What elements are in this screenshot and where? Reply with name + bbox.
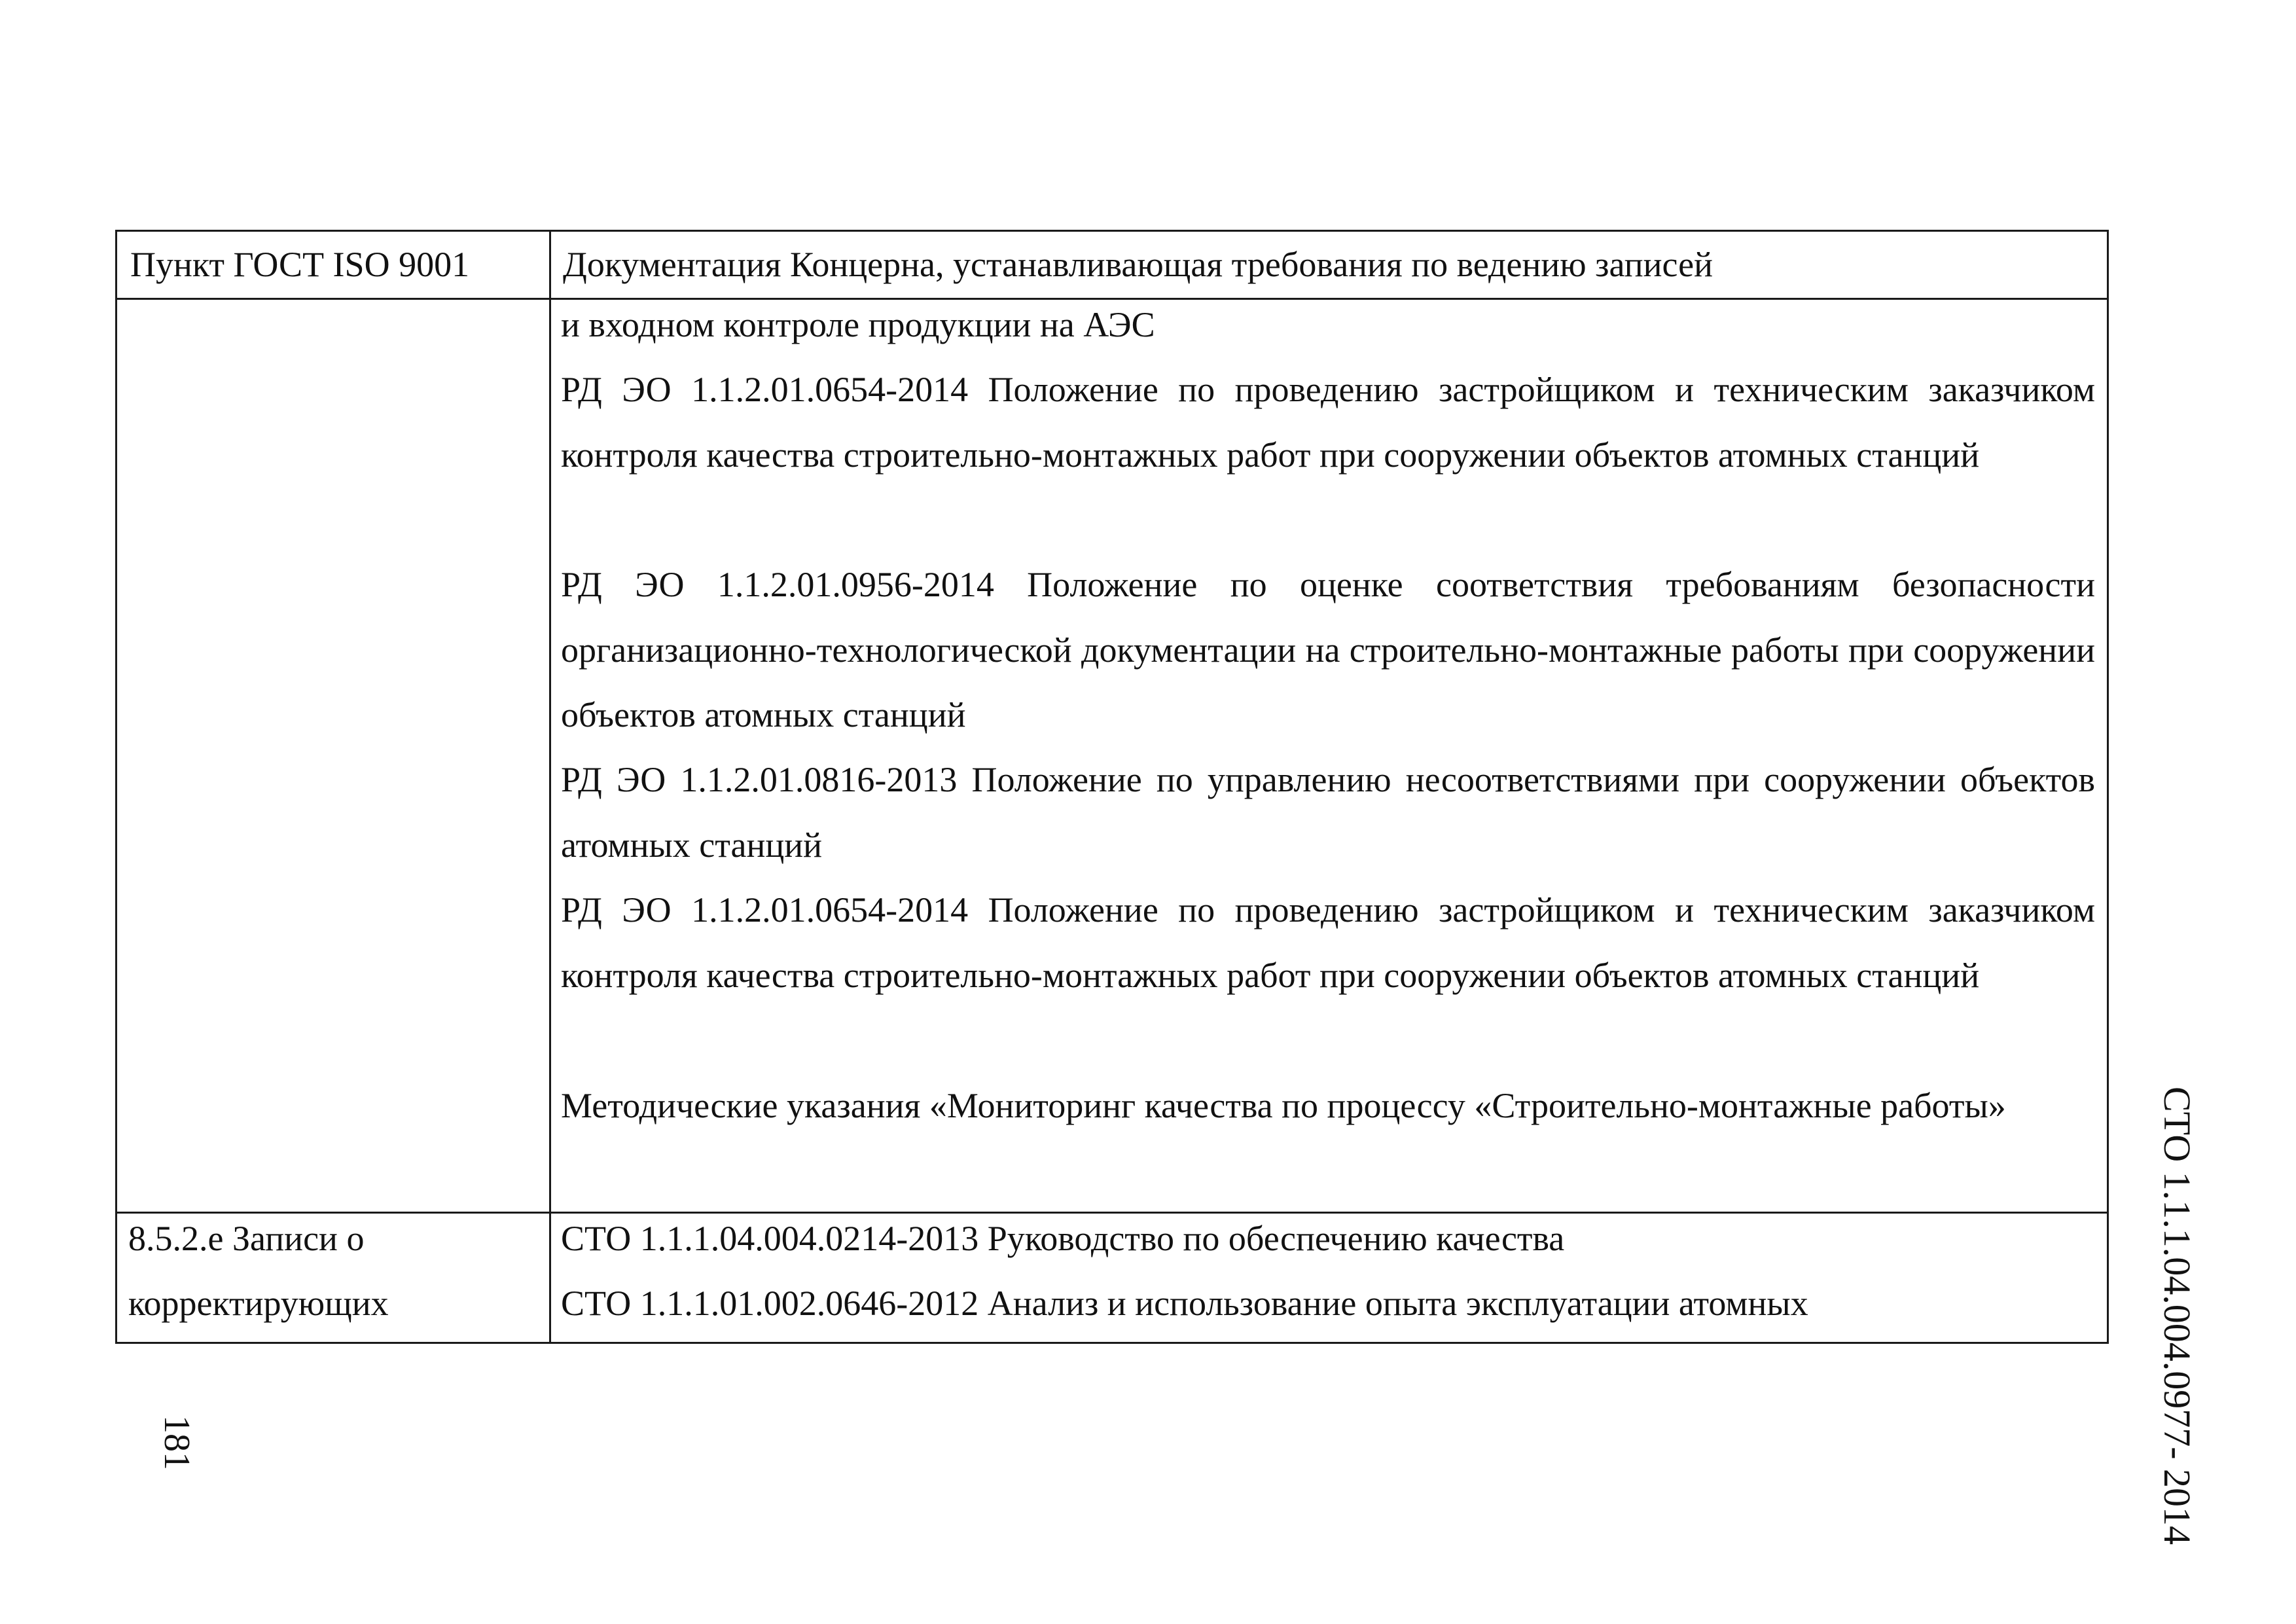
sto-0646-line: СТО 1.1.1.01.002.0646-2012 Анализ и использование опыта эксплуатации атомных — [561, 1284, 1808, 1323]
paragraph-rd-eo-0654-a: РД ЭО 1.1.2.01.0654-2014 Положение по проведению застройщиком и техническим заказчиком контроля качества строительно-монтажных работ при сооружении объектов атомных станций — [561, 370, 2095, 475]
paragraph-rd-eo-0816: РД ЭО 1.1.2.01.0816-2013 Положение по управлению несоответствиями при сооружении объектов атомных станций — [561, 760, 2095, 865]
sto-0214-line: СТО 1.1.1.04.004.0214-2013 Руководство по обеспечению качества — [561, 1219, 1565, 1258]
clause-8-5-2-e-line1: 8.5.2.е Записи о — [128, 1219, 365, 1258]
column-divider — [549, 232, 551, 1342]
header-gost-clause: Пункт ГОСТ ISO 9001 — [130, 245, 470, 284]
header-concern-documentation: Документация Концерна, устанавливающая требования по ведению записей — [563, 245, 1713, 284]
paragraph-rd-eo-0956: РД ЭО 1.1.2.01.0956-2014 Положение по оценке соответствия требованиям безопасности организационно-технологической документации на строительно-монтажные работы при сооружении объектов атомных станций — [561, 565, 2095, 734]
document-code: СТО 1.1.1.04.004.0977- 2014 — [2156, 1087, 2198, 1545]
paragraph-rd-eo-0654-b: РД ЭО 1.1.2.01.0654-2014 Положение по проведению застройщиком и техническим заказчиком контроля качества строительно-монтажных работ при сооружении объектов атомных станций — [561, 890, 2095, 995]
page-number: 181 — [156, 1415, 197, 1470]
paragraph-methodical-guidelines: Методические указания «Мониторинг качества по процессу «Строительно-монтажные работы» — [561, 1086, 2006, 1125]
row-divider — [117, 1212, 2107, 1214]
clause-8-5-2-e-line2: корректирующих — [128, 1284, 389, 1323]
paragraph-continuation: и входном контроле продукции на АЭС — [561, 305, 1155, 344]
